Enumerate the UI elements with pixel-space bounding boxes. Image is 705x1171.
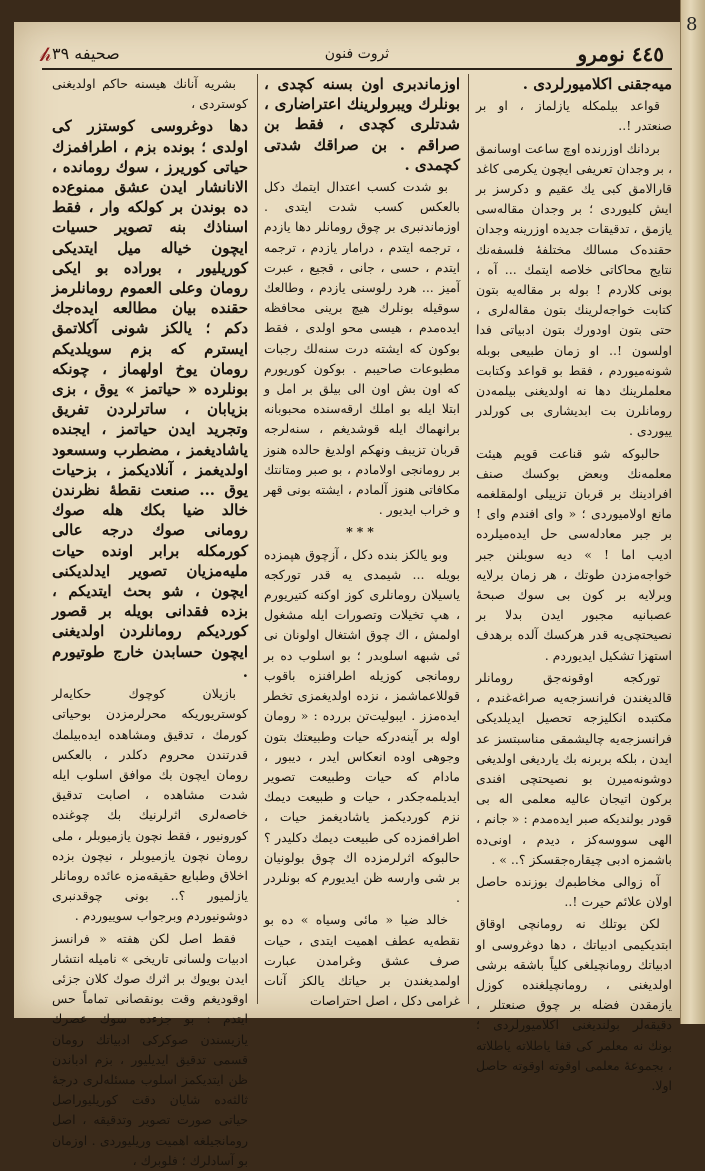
paragraph: دها دوغروسی کوستزر کی اولدی ؛ بونده بزم ، اطرافمزك حیاتی کوریرز ، سوك رومانده ، الانانشار ایدن عشق ممنوع‌ده ده بوندن بر کولکه وار ، فقط اسناذك بنه تصویر حسیات ایچون خیاله میل ایتدیکی کوریلیور ، بوراده بو ایکی رومان وعلی العموم رومانلرمز حقنده بیان مطالعه ایده‌جك دکم ؛ یالکز شونی آکلاتمق ایسترم که بزم ‌سویلدیکم رومان یوخ اولهماز ، چونکه بونلرده « حیاتمز » یوق ، بزی بزیابان ، ساترلردن تفریق وتجرید ایدن حیاتمز ، ایجنده یاشادیغمز ، مضطرب وسسعود اولدیغمز ، آنلادیکمز ، بزحیات یوق ... صنعت نقطهٔ نظرندن خالد ضیا بکك هله صوك رومانی صوك درجه عالی کورمکله برابر اونده حیات ملیه‌مزیان تصویر ایدلدیکنی ایچون ، شو بحث ایتدیکم ، بزده فقدانی بویله بر قصور کوردیکم رومانلردن اولدیغنی ایچون حسابدن خارج طوتیورم . [52, 117, 248, 681]
paragraph: بشریه آنانك هیسنه حاکم اولدیغنی کوستردی ، [52, 76, 248, 112]
paragraph: بو شدت کسب اعتدال ایتمك دکل بالعکس کسب شدت ایتدی . اوزماندنبری بر چوق رومانلر دها یازدم ، ترجمه ایتدم ، درامار یازدم ، ترجمه ایتدم ، حسی ، جانی ، قجیع ، عبرت آمیز ... هرد رلوسنی یازدم ، وطالعك سوقیله بونلرك هیچ برینی محافظه ایده‌مدم ، هیسی محو اولدی ، فقط بوکون که ایشته درت سنه‌لك رجبات مطبوعات صاحیبم . بوکون کوریورم که اون بش اون الی بیلق بر امل و ابتلا ایله بو املك ارقه‌سنده محبوبانه برانهماك ایله قوشدیغم ، سنه‌لرجه قربان تزیبف ونهکم اولدیغ حالده هنوز بر رومانجی اولامادم ، بو صبر ومتانتك مکافاتی هنوز آلمادم ، ایشته بونی قهر و خراب ایدیور . [264, 179, 460, 518]
issue-number: ٤٤٥ نومرو [577, 42, 664, 66]
column-right [475, 74, 672, 1093]
paragraph: اوزماندبری اون بسنه کچدی ، بونلرك ویبرولرینك اعتراضاری ، شدتلری کچدی ، فقط بن صراقم . بن صراقك شدتی کچمدی . [264, 75, 460, 174]
adjacent-page-edge [680, 0, 705, 1024]
paragraph: آه زوالی مخاطبم‌ك بوزنده حاصل اولان علائم حیرت !.. [476, 873, 672, 910]
column-middle [264, 74, 460, 1009]
paragraph: تورکجه اوقونه‌جق رومانلر قالدیغندن فرانسزجه‌یه صراغه‌غندم ، مکتبده انکلیزجه تحصیل ایدیلدیکی فرانسزجه‌یه چالیشمقی مناسبتسز عد ایدن ، بلکه بربرنه بك یاردیغی اولدیغی دوشونه‌میرن بو نصیحتچی افندی برکون اتیجان عالیه معلمی اله بی قودر بولندیکه صبر ایده‌مدم : « جانم ، الهی سووسه‌کز ، دیدم ، اونی‌ده باشمزه ادبی چیقاره‌جقسکز ؟.. » . [476, 669, 672, 867]
page-header [42, 38, 672, 70]
journal-title: ثروت فنون [324, 46, 390, 62]
paragraph: خالد ضیا « مائی وسیاه » ده بو نقطه‌یه عطف اهمیت ایتدی ، حیات صرف عشق وغرامدن عبارت اولمدیغندن بر حیاتك یالکز آنات غرامی دکل ، اصل احتراصات [264, 912, 460, 1009]
column-left [52, 74, 248, 1168]
paragraph: حالبوکه شو قناعت قویم هیئت معلمه‌نك وبعض بوکسك صنف افرادینك بر قربان تزییلی اولمقلغمه مانع اولامیوردی ؛ « وای افندم وای ! بر جبر معادله‌سی حل ایده‌میلرده ادیب اما ! » دیه سوبلنن جبر خواجه‌مزدن طوتك ، هر زمان برلایه وبرلایه بر کون بی سوك صبحهٔ عصبانیه مجبور ایدن بدلا بر نصیحتچی‌یه قدر هرکسك آلده برهدف استهزا تشکیل ایدیوردم . [476, 445, 672, 663]
column-divider [257, 74, 258, 1004]
paragraph: وبو یالکز بنده دکل ، آزچوق هپمزده بویله ... شیمدی یه قدر تورکجه یاسیلان رومانلری کوز اوکنه کتیریورم ، هپ تخیلات وتصورات ایله مشغول اولمش ، اك چوق اشتغال اولونان نی ئی شبهه اسلوبدر ؛ بو اسلوب ده بر رومانجی کوزیله اطرافنزه باقوب قوللاعماشمز ، نزده اولدیغمزی تخطر ایده‌مزز . ایبولیت‌تن بررده : « رومان اوله بر آینه‌درکه حیات وطبیعتك بتون وجوهی اوده انعکاس ایدر ، دیبور ، مادام که حیات وطبیعت تصویر ایدیلمه‌جکدر ، حیات و طبیعت دیمك نزم کوردیکمز یاشادیغمز حیات ، اطرافمزده کی طبیعت دیمك دکلیدر ؟ حالبوکه اثرلرمزده اك چوق بولونیان بر شی وارسه ظن ایدیورم که بونلردر . [264, 546, 460, 906]
paragraph: ميه‌جقنی اکلامیورلردی . [522, 75, 672, 93]
paragraph: بردانك اوزرنده اوچ ساعت اوسانمق ، بر وجدان تعریفی ایچون یکرمی کاغد قارالامق کبی یك عقیم و دکرسز بر ایش کلیوردی ؛ بر وجدان مقاله‌سی یازمق ، تدقیقات جدیده اوزرینه وجدان حقنده‌ک مسالك مختلفهٔ فلسفه‌نك نتایج محاکاتی خلاصه ایتمك ... آه ، بونی کلاردم ! بوله بر مقاله‌یه بتون کتابت خواجه‌لرینك بتون مقاله‌لری ، حتی بتون اودورك بتون ادبیاتی فدا اولسون !.. او زمان طبیعی بوبله شونه‌میوردم ، فقط بو قواعد وکتابت معلملرینك دها نه اولدیغنی بیلمه‌دن رومانلرن بت ابدیشاری بی کورلدر ییوردی . [475, 140, 672, 439]
newspaper-page [14, 22, 680, 1168]
paragraph: فقط اصل لکن هفته « فرانسز ادبیات ولسانی تاریخی » نامیله انتشار ایدن بویوك بر اثرك صوك کلان جزئی اوقودیغم وقت بونقصانی تماماً حس ایتدم : بو جزءده سوك عصرك یازیسندن صوکرکی ادبیاتك رومان قسمی تدقیق ایدیلیور ، بزم ادباندن ظن ایتدیکمز اسلوب مسئله‌لری درجهٔ ثالثه‌ده شایان دقت کوریلیوراصل حیاتی صورت تصویر وتدقیقه ، اصل رومانجیلغه اهمیت وریلیوردی . اوزمان بو آسادلرك ؛ فلوبرك ، [52, 930, 248, 1168]
edge-mark: 8 [686, 14, 698, 35]
column-divider [468, 74, 469, 1004]
paragraph: قواعد بیلمکله یازلماز ، او بر صنعتدر !.. [476, 98, 672, 134]
page-number: صحیفه ٣٩ [52, 44, 120, 63]
paragraph: بازیلان کوچوك حکایه‌لر کوستریوریکه محرلرمزدن بوحیاتی کورمك ، تدقیق ومشاهده ایده‌بیلمك قدرتندن محروم دکلدر ، بالعکس رومان ایچون بك موافق اسلوب ایله شدت مشاهده ، اصابت تدقیق خاصه‌لری اثرلرنیك بك چوغنده کورونیور ، فقط نچون یازمیوبلر ، ملی رومان نچون یازمیوبلر ، نیچون بزده اخلاق وطبایع حقیقه‌مزه عائده رومانلر یازلمیور ؟.. بونی چوقدنبری دوشونیوردم وبرجواب سوییوردم . [52, 686, 248, 924]
paragraph: لکن بوتلك نه رومانچی اوقاق ابتدیکیمی ادبیاتك ، دها دوغروسی او ادبیاتك رومانچیلغی کلیاً باشقه برشی اولدیغنی ، رومانچیلغنده کوزل یازمقدن فضله بر چوق صنعتلر ، دقیقه‌لر بولندیغنی اکلامیورلردی ؛ بونك نه معلمر کی قفا یاطلاته یاطلاته ، بجموعهٔ معلمی اوقوته اوقوته حاصل اولا. [476, 916, 672, 1093]
handwritten-mark: 𝒽 [40, 42, 52, 66]
section-separator: *** [346, 524, 378, 540]
